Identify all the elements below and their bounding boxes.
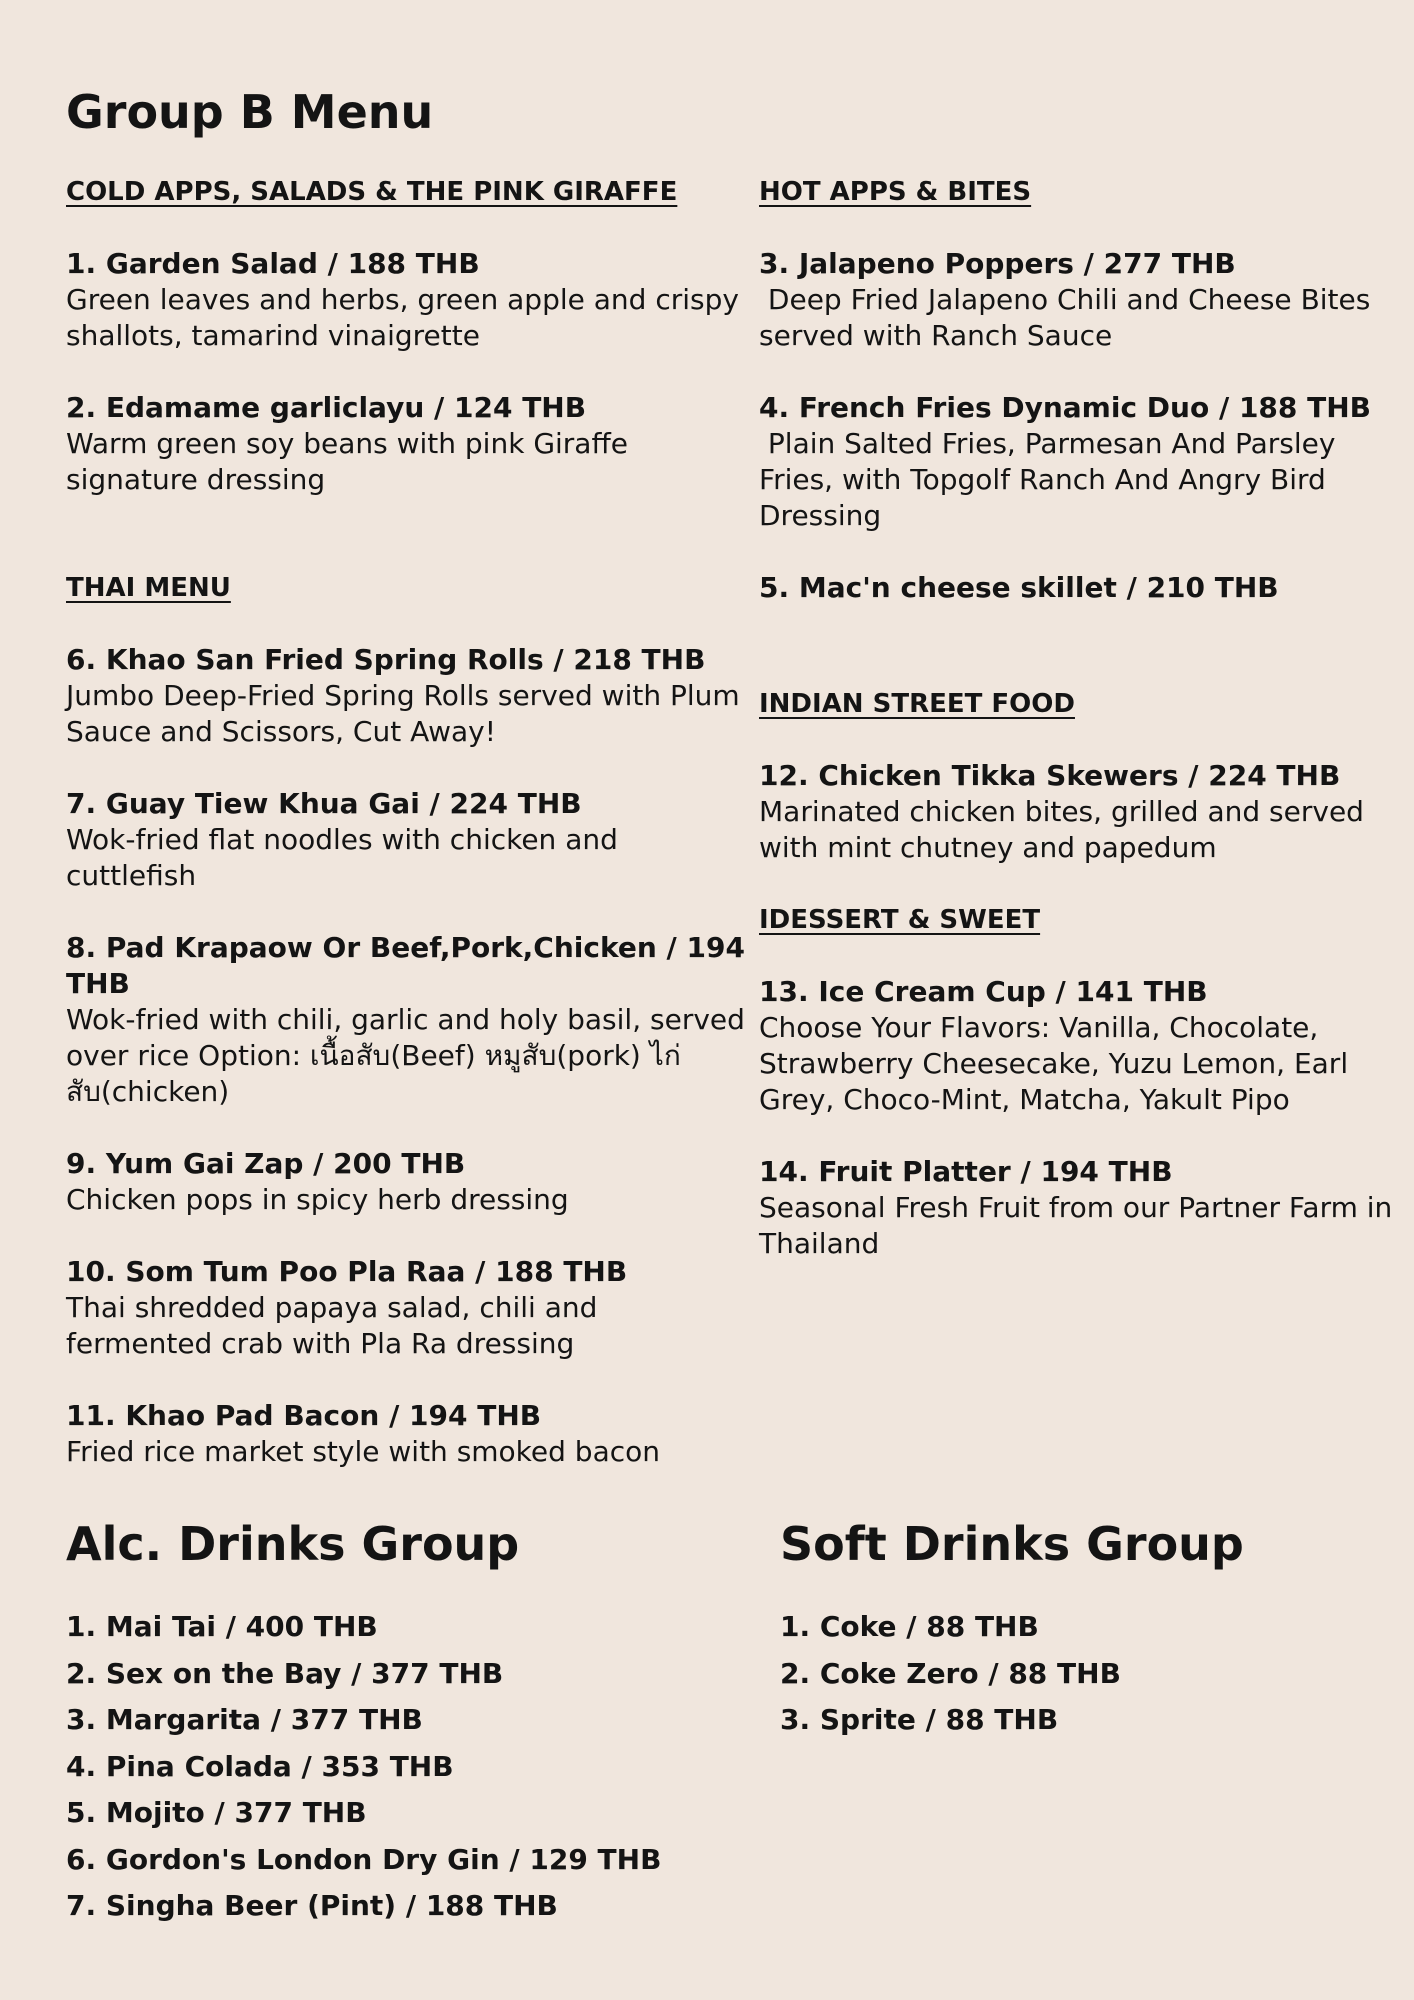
menu-item bbox=[759, 1154, 1402, 1262]
menu-item-title: 8. Pad Krapaow Or Beef,Pork,Chicken / 194 THB bbox=[66, 931, 745, 1000]
menu-item-description: Thai shredded papaya salad, chili and fermented crab with Pla Ra dressing bbox=[66, 1291, 607, 1360]
menu-item-title: 10. Som Tum Poo Pla Raa / 188 THB bbox=[66, 1255, 628, 1288]
drink-item: 2. Sex on the Bay / 377 THB bbox=[66, 1656, 504, 1690]
alc-drinks-title: Alc. Drinks Group bbox=[66, 1517, 520, 1571]
menu-item-description: Jumbo Deep-Fried Spring Rolls served with Plum Sauce and Scissors, Cut Away! bbox=[66, 679, 749, 748]
right-column bbox=[759, 174, 1402, 1298]
section-heading: THAI MENU bbox=[66, 573, 231, 603]
section-heading: INDIAN STREET FOOD bbox=[759, 689, 1075, 719]
menu-item-title: 5. Mac'n cheese skillet / 210 THB bbox=[759, 571, 1279, 604]
menu-item-description: Warm green soy beans with pink Giraffe signature dressing bbox=[66, 427, 637, 496]
menu-item-title: 4. French Fries Dynamic Duo / 188 THB bbox=[759, 391, 1372, 424]
section-heading: COLD APPS, SALADS & THE PINK GIRAFFE bbox=[66, 177, 678, 207]
left-column bbox=[66, 174, 754, 1506]
drink-item: 7. Singha Beer (Pint) / 188 THB bbox=[66, 1889, 558, 1922]
menu-item-description: Plain Salted Fries, Parmesan And Parsley Fries, with Topgolf Ranch And Angry Bird Dressing bbox=[759, 427, 1345, 532]
menu-item-description: Choose Your Flavors: Vanilla, Chocolate, Strawberry Cheesecake, Yuzu Lemon, Earl Grey, Choco-Mint, Matcha, Yakult Pipo bbox=[759, 1011, 1357, 1116]
drink-item: 1. Mai Tai / 400 THB bbox=[66, 1610, 378, 1643]
menu-item bbox=[66, 1398, 748, 1470]
section-hot-apps bbox=[759, 174, 1399, 606]
menu-item bbox=[759, 246, 1399, 354]
drink-item: 5. Mojito / 377 THB bbox=[66, 1796, 367, 1829]
alc-drinks-group bbox=[66, 1514, 746, 1930]
menu-item bbox=[759, 974, 1399, 1118]
page-title: Group B Menu bbox=[66, 85, 434, 139]
menu-item bbox=[759, 570, 1399, 606]
menu-item-description: Wok-fried flat noodles with chicken and cuttlefish bbox=[66, 823, 627, 892]
menu-item-title: 11. Khao Pad Bacon / 194 THB bbox=[66, 1399, 542, 1432]
menu-item-title: 14. Fruit Platter / 194 THB bbox=[759, 1155, 1173, 1188]
menu-item bbox=[759, 390, 1399, 534]
menu-item-description: Fried rice market style with smoked bacon bbox=[66, 1435, 661, 1468]
menu-item bbox=[66, 642, 748, 750]
menu-item-description: Seasonal Fresh Fruit from our Partner Farm in Thailand bbox=[759, 1191, 1402, 1260]
menu-item-title: 3. Jalapeno Poppers / 277 THB bbox=[759, 247, 1236, 280]
menu-item-description: Marinated chicken bites, grilled and served with mint chutney and papedum bbox=[759, 795, 1373, 864]
menu-item bbox=[66, 390, 748, 498]
menu-item-title: 7. Guay Tiew Khua Gai / 224 THB bbox=[66, 787, 582, 820]
section-indian-street-food bbox=[759, 686, 1399, 866]
drink-item: 2. Coke Zero / 88 THB bbox=[780, 1656, 1121, 1690]
menu-item bbox=[66, 246, 748, 354]
drink-item: 4. Pina Colada / 353 THB bbox=[66, 1749, 454, 1783]
menu-item bbox=[66, 930, 754, 1110]
menu-item bbox=[66, 786, 748, 894]
menu-item-title: 2. Edamame garliclayu / 124 THB bbox=[66, 391, 587, 424]
menu-item-title: 12. Chicken Tikka Skewers / 224 THB bbox=[759, 759, 1341, 792]
menu-item-description: Chicken pops in spicy herb dressing bbox=[66, 1183, 569, 1216]
drink-item: 3. Sprite / 88 THB bbox=[780, 1703, 1059, 1736]
soft-drinks-group bbox=[780, 1514, 1380, 1744]
section-heading: IDESSERT & SWEET bbox=[759, 905, 1041, 935]
menu-item-title: 9. Yum Gai Zap / 200 THB bbox=[66, 1147, 466, 1180]
menu-item-description: Wok-fried with chili, garlic and holy basil, served over rice Option: เนื้อสับ(Beef) หมูสับ(pork) ไก่สับ(chicken) bbox=[66, 1003, 754, 1108]
section-dessert bbox=[759, 902, 1402, 1262]
drink-item: 1. Coke / 88 THB bbox=[780, 1610, 1039, 1643]
menu-item bbox=[66, 1254, 748, 1362]
soft-drinks-title: Soft Drinks Group bbox=[780, 1517, 1244, 1571]
menu-item bbox=[66, 1146, 748, 1218]
menu-item-description: Deep Fried Jalapeno Chili and Cheese Bites served with Ranch Sauce bbox=[759, 283, 1380, 352]
section-cold-apps bbox=[66, 174, 748, 498]
drink-item: 3. Margarita / 377 THB bbox=[66, 1703, 423, 1736]
menu-item-title: 13. Ice Cream Cup / 141 THB bbox=[759, 975, 1208, 1008]
menu-item bbox=[759, 758, 1399, 866]
section-heading: HOT APPS & BITES bbox=[759, 177, 1032, 207]
menu-item-description: Green leaves and herbs, green apple and crispy shallots, tamarind vinaigrette bbox=[66, 283, 748, 352]
menu-item-title: 6. Khao San Fried Spring Rolls / 218 THB bbox=[66, 643, 706, 676]
section-thai-menu bbox=[66, 570, 754, 1470]
menu-item-title: 1. Garden Salad / 188 THB bbox=[66, 247, 480, 280]
drink-item: 6. Gordon's London Dry Gin / 129 THB bbox=[66, 1842, 662, 1876]
